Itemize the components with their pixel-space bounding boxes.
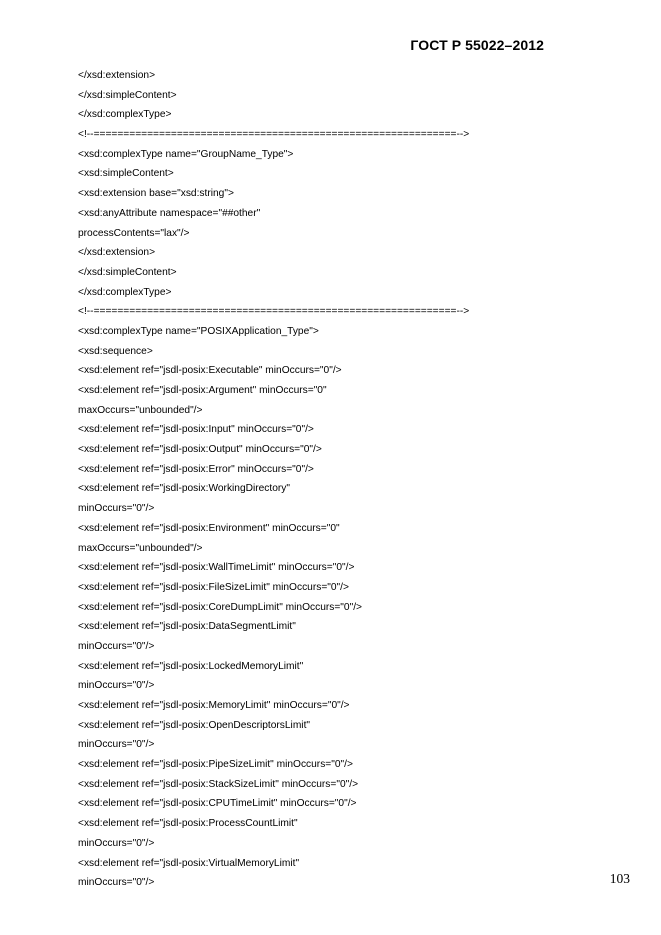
code-line: <xsd:element ref="jsdl-posix:LockedMemoryLimit" — [78, 660, 304, 672]
code-line: <xsd:element ref="jsdl-posix:WorkingDirectory" — [78, 483, 291, 495]
page-number: 103 — [609, 871, 630, 886]
code-line: <xsd:complexType name="GroupName_Type"> — [78, 148, 294, 160]
code-line: minOccurs="0"/> — [78, 680, 155, 692]
code-line: minOccurs="0"/> — [78, 739, 155, 751]
code-line: processContents="lax"/> — [78, 227, 190, 239]
code-line: <xsd:element ref="jsdl-posix:PipeSizeLimit" minOccurs="0"/> — [78, 759, 353, 771]
code-line: </xsd:complexType> — [78, 109, 172, 121]
code-line: minOccurs="0"/> — [78, 837, 155, 849]
xsd-code-block — [78, 66, 578, 893]
code-line: </xsd:simpleContent> — [78, 89, 177, 101]
code-line: <xsd:element ref="jsdl-posix:Input" minOccurs="0"/> — [78, 424, 314, 436]
code-line: <xsd:extension base="xsd:string"> — [78, 188, 234, 200]
code-line: <xsd:simpleContent> — [78, 168, 174, 180]
code-line: <xsd:complexType name="POSIXApplication_Type"> — [78, 325, 319, 337]
code-line: minOccurs="0"/> — [78, 640, 155, 652]
code-line: <xsd:element ref="jsdl-posix:MemoryLimit" minOccurs="0"/> — [78, 700, 350, 711]
code-line: <xsd:element ref="jsdl-posix:DataSegmentLimit" — [78, 621, 296, 633]
code-line: <xsd:element ref="jsdl-posix:Output" minOccurs="0"/> — [78, 444, 322, 456]
code-line: maxOccurs="unbounded"/> — [78, 542, 203, 554]
code-line: <xsd:element ref="jsdl-posix:Error" minOccurs="0"/> — [78, 463, 314, 475]
code-line: <xsd:element ref="jsdl-posix:Executable" minOccurs="0"/> — [78, 365, 342, 377]
code-line: <xsd:element ref="jsdl-posix:Argument" minOccurs="0" — [78, 385, 327, 396]
code-line: <xsd:element ref="jsdl-posix:ProcessCountLimit" — [78, 818, 298, 830]
code-line: </xsd:simpleContent> — [78, 266, 177, 278]
code-line: <xsd:element ref="jsdl-posix:WallTimeLimit" minOccurs="0"/> — [78, 562, 355, 574]
code-line: minOccurs="0"/> — [78, 877, 155, 889]
code-line: <xsd:element ref="jsdl-posix:CPUTimeLimit" minOccurs="0"/> — [78, 798, 357, 810]
code-line: <xsd:element ref="jsdl-posix:FileSizeLimit" minOccurs="0"/> — [78, 581, 349, 593]
code-line: <xsd:element ref="jsdl-posix:Environment" minOccurs="0" — [78, 522, 340, 534]
code-line: </xsd:complexType> — [78, 286, 172, 298]
document-header: ГОСТ Р 55022–2012 — [410, 37, 544, 53]
code-line: <xsd:element ref="jsdl-posix:CoreDumpLimit" minOccurs="0"/> — [78, 601, 362, 613]
code-line: minOccurs="0"/> — [78, 503, 155, 515]
code-line: <!--=============================================================--> — [78, 129, 470, 141]
code-line: <xsd:element ref="jsdl-posix:StackSizeLimit" minOccurs="0"/> — [78, 778, 359, 790]
code-line: <xsd:anyAttribute namespace="##other" — [78, 207, 261, 219]
code-line: </xsd:extension> — [78, 70, 156, 81]
code-line: <xsd:element ref="jsdl-posix:OpenDescriptorsLimit" — [78, 719, 311, 731]
code-line: <xsd:element ref="jsdl-posix:VirtualMemoryLimit" — [78, 857, 300, 869]
code-line: <xsd:sequence> — [78, 345, 153, 357]
code-line: <!--=============================================================--> — [78, 306, 470, 318]
code-line: maxOccurs="unbounded"/> — [78, 404, 203, 416]
code-line: </xsd:extension> — [78, 247, 156, 259]
